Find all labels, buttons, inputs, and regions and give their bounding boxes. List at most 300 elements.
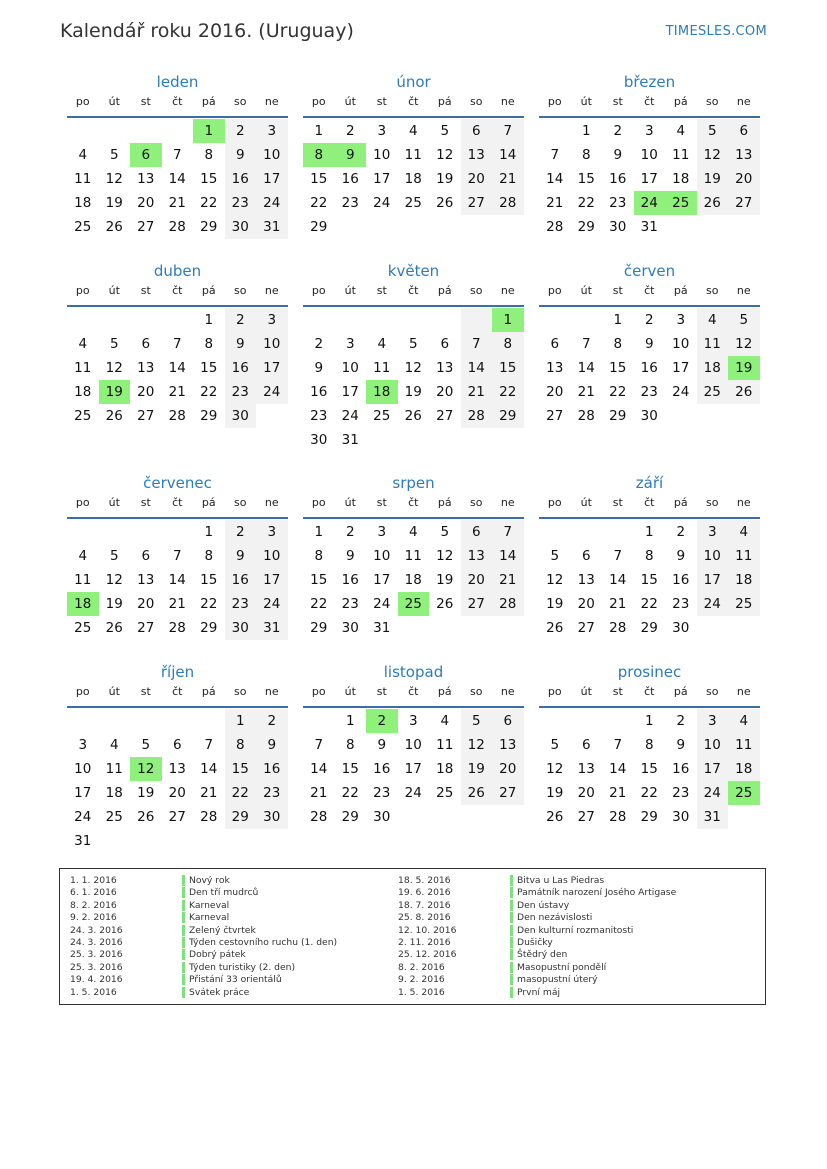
day-cell[interactable]: 10	[697, 544, 729, 568]
day-cell[interactable]: 13	[137, 360, 155, 376]
day-cell[interactable]: 26	[105, 408, 123, 424]
day-cell[interactable]: 18	[672, 171, 690, 187]
day-cell[interactable]: 7	[581, 336, 591, 352]
day-cell[interactable]: 31	[256, 215, 288, 239]
day-cell[interactable]: 7	[172, 548, 182, 564]
day-cell[interactable]: 15	[200, 171, 218, 187]
day-cell[interactable]: 10	[697, 733, 729, 757]
day-cell-holiday[interactable]: 9	[335, 143, 367, 167]
day-cell[interactable]: 20	[436, 384, 454, 400]
day-cell[interactable]: 11	[697, 332, 729, 356]
day-cell[interactable]: 10	[404, 737, 422, 753]
day-cell[interactable]: 14	[492, 143, 524, 167]
day-cell[interactable]: 23	[609, 195, 627, 211]
day-cell[interactable]: 7	[172, 147, 182, 163]
day-cell[interactable]: 25	[74, 620, 92, 636]
day-cell[interactable]: 31	[640, 219, 658, 235]
day-cell[interactable]: 30	[256, 805, 288, 829]
day-cell[interactable]: 11	[74, 572, 92, 588]
day-cell[interactable]: 3	[345, 336, 355, 352]
day-cell[interactable]: 16	[609, 171, 627, 187]
day-cell-holiday[interactable]: 2	[366, 709, 398, 733]
day-cell[interactable]: 10	[256, 143, 288, 167]
day-cell[interactable]: 25	[74, 408, 92, 424]
day-cell[interactable]: 11	[74, 171, 92, 187]
day-cell[interactable]: 20	[728, 167, 760, 191]
day-cell-holiday[interactable]: 25	[728, 781, 760, 805]
day-cell[interactable]: 29	[640, 620, 658, 636]
day-cell[interactable]: 4	[377, 336, 387, 352]
day-cell[interactable]: 4	[676, 123, 686, 139]
day-cell[interactable]: 20	[168, 785, 186, 801]
day-cell[interactable]: 1	[345, 713, 355, 729]
day-cell[interactable]: 29	[640, 809, 658, 825]
day-cell[interactable]: 20	[577, 596, 595, 612]
day-cell[interactable]: 13	[492, 733, 524, 757]
day-cell[interactable]: 26	[436, 596, 454, 612]
day-cell[interactable]: 20	[492, 757, 524, 781]
day-cell-holiday[interactable]: 8	[303, 143, 335, 167]
day-cell[interactable]: 5	[550, 548, 560, 564]
day-cell[interactable]: 6	[172, 737, 182, 753]
day-cell[interactable]: 17	[672, 360, 690, 376]
day-cell[interactable]: 17	[74, 785, 92, 801]
day-cell[interactable]: 16	[225, 167, 257, 191]
day-cell-holiday[interactable]: 12	[130, 757, 162, 781]
day-cell[interactable]: 9	[676, 737, 686, 753]
day-cell[interactable]: 4	[440, 713, 450, 729]
day-cell[interactable]: 15	[200, 572, 218, 588]
day-cell[interactable]: 6	[461, 119, 493, 143]
day-cell[interactable]: 5	[440, 524, 450, 540]
day-cell[interactable]: 17	[373, 572, 391, 588]
day-cell[interactable]: 19	[105, 195, 123, 211]
day-cell[interactable]: 4	[408, 524, 418, 540]
day-cell-holiday[interactable]: 19	[728, 356, 760, 380]
day-cell[interactable]: 3	[377, 524, 387, 540]
day-cell[interactable]: 18	[697, 356, 729, 380]
day-cell[interactable]: 20	[137, 195, 155, 211]
day-cell[interactable]: 23	[225, 380, 257, 404]
day-cell[interactable]: 12	[105, 360, 123, 376]
day-cell[interactable]: 12	[105, 572, 123, 588]
day-cell[interactable]: 31	[373, 620, 391, 636]
day-cell[interactable]: 12	[436, 147, 454, 163]
day-cell[interactable]: 3	[256, 520, 288, 544]
day-cell[interactable]: 27	[168, 809, 186, 825]
day-cell[interactable]: 13	[577, 761, 595, 777]
day-cell[interactable]: 11	[74, 360, 92, 376]
day-cell[interactable]: 13	[137, 572, 155, 588]
day-cell[interactable]: 18	[74, 195, 92, 211]
day-cell[interactable]: 29	[225, 805, 257, 829]
day-cell[interactable]: 27	[137, 408, 155, 424]
day-cell[interactable]: 11	[105, 761, 123, 777]
day-cell[interactable]: 8	[345, 737, 355, 753]
day-cell[interactable]: 14	[546, 171, 564, 187]
day-cell[interactable]: 13	[168, 761, 186, 777]
day-cell[interactable]: 19	[105, 596, 123, 612]
day-cell-holiday[interactable]: 24	[634, 191, 666, 215]
day-cell[interactable]: 5	[461, 709, 493, 733]
day-cell[interactable]: 24	[256, 191, 288, 215]
site-brand[interactable]: TIMESLES.COM	[665, 24, 767, 39]
day-cell[interactable]: 9	[256, 733, 288, 757]
day-cell[interactable]: 26	[697, 191, 729, 215]
day-cell[interactable]: 7	[204, 737, 214, 753]
day-cell[interactable]: 9	[314, 360, 324, 376]
day-cell[interactable]: 26	[436, 195, 454, 211]
day-cell[interactable]: 19	[404, 384, 422, 400]
day-cell[interactable]: 21	[609, 596, 627, 612]
day-cell[interactable]: 9	[676, 548, 686, 564]
day-cell[interactable]: 10	[256, 544, 288, 568]
day-cell[interactable]: 19	[436, 572, 454, 588]
day-cell[interactable]: 10	[373, 147, 391, 163]
day-cell-holiday[interactable]: 6	[130, 143, 162, 167]
day-cell[interactable]: 27	[492, 781, 524, 805]
day-cell[interactable]: 9	[644, 336, 654, 352]
day-cell[interactable]: 9	[613, 147, 623, 163]
day-cell[interactable]: 24	[404, 785, 422, 801]
day-cell[interactable]: 25	[105, 809, 123, 825]
day-cell[interactable]: 24	[373, 195, 391, 211]
day-cell[interactable]: 31	[74, 833, 92, 849]
day-cell[interactable]: 5	[440, 123, 450, 139]
day-cell[interactable]: 5	[408, 336, 418, 352]
day-cell[interactable]: 31	[697, 805, 729, 829]
day-cell[interactable]: 5	[550, 737, 560, 753]
day-cell[interactable]: 13	[728, 143, 760, 167]
day-cell[interactable]: 28	[577, 408, 595, 424]
day-cell[interactable]: 19	[697, 167, 729, 191]
day-cell[interactable]: 1	[204, 524, 214, 540]
day-cell[interactable]: 22	[341, 785, 359, 801]
day-cell[interactable]: 6	[461, 520, 493, 544]
day-cell[interactable]: 10	[672, 336, 690, 352]
day-cell[interactable]: 8	[204, 548, 214, 564]
day-cell[interactable]: 29	[310, 620, 328, 636]
day-cell[interactable]: 16	[373, 761, 391, 777]
day-cell[interactable]: 16	[225, 568, 257, 592]
day-cell[interactable]: 8	[204, 147, 214, 163]
day-cell[interactable]: 8	[314, 548, 324, 564]
day-cell[interactable]: 23	[256, 781, 288, 805]
day-cell[interactable]: 31	[341, 432, 359, 448]
day-cell[interactable]: 1	[314, 123, 324, 139]
day-cell[interactable]: 2	[676, 524, 686, 540]
day-cell[interactable]: 29	[341, 809, 359, 825]
day-cell[interactable]: 28	[200, 809, 218, 825]
day-cell[interactable]: 20	[546, 384, 564, 400]
day-cell[interactable]: 23	[341, 195, 359, 211]
day-cell[interactable]: 1	[581, 123, 591, 139]
day-cell[interactable]: 2	[676, 713, 686, 729]
day-cell[interactable]: 21	[168, 596, 186, 612]
day-cell[interactable]: 27	[461, 191, 493, 215]
day-cell[interactable]: 25	[697, 380, 729, 404]
day-cell[interactable]: 30	[225, 404, 257, 428]
day-cell[interactable]: 5	[697, 119, 729, 143]
day-cell[interactable]: 31	[256, 616, 288, 640]
day-cell[interactable]: 1	[644, 713, 654, 729]
day-cell[interactable]: 10	[256, 332, 288, 356]
day-cell[interactable]: 11	[672, 147, 690, 163]
day-cell[interactable]: 26	[546, 620, 564, 636]
day-cell[interactable]: 27	[546, 408, 564, 424]
day-cell[interactable]: 5	[109, 147, 119, 163]
day-cell[interactable]: 7	[314, 737, 324, 753]
day-cell[interactable]: 30	[672, 809, 690, 825]
day-cell[interactable]: 9	[225, 544, 257, 568]
day-cell[interactable]: 9	[377, 737, 387, 753]
day-cell[interactable]: 2	[345, 524, 355, 540]
day-cell[interactable]: 16	[672, 761, 690, 777]
day-cell[interactable]: 30	[373, 809, 391, 825]
day-cell[interactable]: 14	[492, 544, 524, 568]
day-cell[interactable]: 11	[728, 733, 760, 757]
day-cell[interactable]: 17	[697, 568, 729, 592]
day-cell[interactable]: 3	[644, 123, 654, 139]
day-cell[interactable]: 6	[581, 737, 591, 753]
day-cell[interactable]: 13	[436, 360, 454, 376]
day-cell[interactable]: 20	[137, 384, 155, 400]
day-cell-holiday[interactable]: 18	[366, 380, 398, 404]
day-cell[interactable]: 23	[341, 596, 359, 612]
day-cell[interactable]: 26	[105, 219, 123, 235]
day-cell[interactable]: 16	[341, 572, 359, 588]
day-cell[interactable]: 30	[609, 219, 627, 235]
day-cell[interactable]: 16	[640, 360, 658, 376]
day-cell[interactable]: 2	[613, 123, 623, 139]
day-cell[interactable]: 23	[672, 785, 690, 801]
day-cell[interactable]: 19	[137, 785, 155, 801]
day-cell[interactable]: 8	[581, 147, 591, 163]
day-cell[interactable]: 7	[461, 332, 493, 356]
day-cell[interactable]: 15	[492, 356, 524, 380]
day-cell[interactable]: 16	[672, 572, 690, 588]
day-cell[interactable]: 7	[613, 548, 623, 564]
day-cell[interactable]: 14	[168, 171, 186, 187]
day-cell[interactable]: 15	[200, 360, 218, 376]
day-cell[interactable]: 30	[225, 616, 257, 640]
day-cell[interactable]: 21	[609, 785, 627, 801]
day-cell[interactable]: 16	[341, 171, 359, 187]
day-cell[interactable]: 28	[310, 809, 328, 825]
day-cell[interactable]: 5	[109, 548, 119, 564]
day-cell[interactable]: 17	[697, 757, 729, 781]
day-cell[interactable]: 28	[168, 620, 186, 636]
day-cell[interactable]: 29	[200, 219, 218, 235]
day-cell[interactable]: 3	[408, 713, 418, 729]
day-cell-holiday[interactable]: 18	[67, 592, 99, 616]
day-cell[interactable]: 13	[137, 171, 155, 187]
day-cell[interactable]: 15	[310, 171, 328, 187]
day-cell[interactable]: 22	[492, 380, 524, 404]
day-cell[interactable]: 30	[640, 408, 658, 424]
day-cell[interactable]: 27	[461, 592, 493, 616]
day-cell[interactable]: 11	[436, 737, 454, 753]
day-cell[interactable]: 15	[341, 761, 359, 777]
day-cell[interactable]: 10	[74, 761, 92, 777]
day-cell[interactable]: 15	[225, 757, 257, 781]
day-cell[interactable]: 17	[373, 171, 391, 187]
day-cell-holiday[interactable]: 25	[398, 592, 430, 616]
day-cell[interactable]: 24	[373, 596, 391, 612]
day-cell[interactable]: 14	[461, 356, 493, 380]
day-cell[interactable]: 3	[256, 308, 288, 332]
day-cell[interactable]: 5	[728, 308, 760, 332]
day-cell[interactable]: 21	[310, 785, 328, 801]
day-cell[interactable]: 25	[373, 408, 391, 424]
day-cell[interactable]: 3	[377, 123, 387, 139]
day-cell-holiday[interactable]: 1	[193, 119, 225, 143]
day-cell[interactable]: 8	[644, 737, 654, 753]
day-cell[interactable]: 20	[461, 167, 493, 191]
day-cell[interactable]: 28	[609, 809, 627, 825]
day-cell[interactable]: 23	[225, 191, 257, 215]
day-cell[interactable]: 17	[256, 167, 288, 191]
day-cell[interactable]: 26	[546, 809, 564, 825]
day-cell[interactable]: 15	[310, 572, 328, 588]
day-cell[interactable]: 22	[225, 781, 257, 805]
day-cell[interactable]: 1	[314, 524, 324, 540]
day-cell[interactable]: 10	[373, 548, 391, 564]
day-cell[interactable]: 25	[404, 195, 422, 211]
day-cell[interactable]: 11	[373, 360, 391, 376]
day-cell[interactable]: 21	[200, 785, 218, 801]
day-cell[interactable]: 27	[577, 620, 595, 636]
day-cell[interactable]: 3	[78, 737, 88, 753]
day-cell[interactable]: 9	[345, 548, 355, 564]
day-cell[interactable]: 8	[492, 332, 524, 356]
day-cell[interactable]: 14	[168, 360, 186, 376]
day-cell[interactable]: 1	[225, 709, 257, 733]
day-cell[interactable]: 28	[492, 592, 524, 616]
day-cell[interactable]: 6	[581, 548, 591, 564]
day-cell[interactable]: 4	[408, 123, 418, 139]
day-cell[interactable]: 30	[310, 432, 328, 448]
day-cell[interactable]: 3	[256, 119, 288, 143]
day-cell[interactable]: 20	[577, 785, 595, 801]
day-cell[interactable]: 14	[168, 572, 186, 588]
day-cell[interactable]: 19	[546, 596, 564, 612]
day-cell[interactable]: 21	[546, 195, 564, 211]
day-cell[interactable]: 18	[404, 171, 422, 187]
day-cell[interactable]: 19	[546, 785, 564, 801]
day-cell[interactable]: 25	[74, 219, 92, 235]
day-cell[interactable]: 4	[728, 520, 760, 544]
day-cell[interactable]: 11	[404, 147, 422, 163]
day-cell[interactable]: 12	[461, 733, 493, 757]
day-cell[interactable]: 4	[728, 709, 760, 733]
day-cell[interactable]: 2	[225, 119, 257, 143]
day-cell[interactable]: 25	[436, 785, 454, 801]
day-cell[interactable]: 20	[137, 596, 155, 612]
day-cell[interactable]: 6	[141, 336, 151, 352]
day-cell[interactable]: 5	[141, 737, 151, 753]
day-cell[interactable]: 17	[404, 761, 422, 777]
day-cell[interactable]: 24	[697, 781, 729, 805]
day-cell[interactable]: 27	[728, 191, 760, 215]
day-cell[interactable]: 26	[105, 620, 123, 636]
day-cell[interactable]: 2	[345, 123, 355, 139]
day-cell[interactable]: 10	[640, 147, 658, 163]
day-cell[interactable]: 8	[644, 548, 654, 564]
day-cell[interactable]: 22	[310, 596, 328, 612]
day-cell[interactable]: 14	[310, 761, 328, 777]
day-cell-holiday[interactable]: 1	[492, 308, 524, 332]
day-cell[interactable]: 15	[609, 360, 627, 376]
day-cell[interactable]: 27	[137, 219, 155, 235]
day-cell[interactable]: 17	[341, 384, 359, 400]
day-cell[interactable]: 6	[440, 336, 450, 352]
day-cell[interactable]: 16	[256, 757, 288, 781]
day-cell[interactable]: 26	[137, 809, 155, 825]
day-cell[interactable]: 8	[225, 733, 257, 757]
day-cell[interactable]: 18	[404, 572, 422, 588]
day-cell[interactable]: 22	[200, 596, 218, 612]
day-cell[interactable]: 23	[225, 592, 257, 616]
day-cell[interactable]: 2	[225, 308, 257, 332]
day-cell[interactable]: 19	[436, 171, 454, 187]
day-cell[interactable]: 13	[461, 544, 493, 568]
day-cell[interactable]: 4	[109, 737, 119, 753]
day-cell[interactable]: 22	[640, 596, 658, 612]
day-cell[interactable]: 23	[640, 384, 658, 400]
day-cell[interactable]: 24	[256, 380, 288, 404]
day-cell[interactable]: 24	[256, 592, 288, 616]
day-cell[interactable]: 3	[697, 520, 729, 544]
day-cell[interactable]: 24	[672, 384, 690, 400]
day-cell[interactable]: 28	[168, 408, 186, 424]
day-cell[interactable]: 23	[310, 408, 328, 424]
day-cell[interactable]: 4	[78, 147, 88, 163]
day-cell[interactable]: 8	[613, 336, 623, 352]
day-cell[interactable]: 29	[200, 620, 218, 636]
day-cell[interactable]: 15	[640, 761, 658, 777]
day-cell[interactable]: 28	[461, 404, 493, 428]
day-cell[interactable]: 30	[225, 215, 257, 239]
day-cell[interactable]: 7	[613, 737, 623, 753]
day-cell[interactable]: 4	[78, 336, 88, 352]
day-cell[interactable]: 21	[492, 568, 524, 592]
day-cell[interactable]: 26	[404, 408, 422, 424]
day-cell[interactable]: 14	[200, 761, 218, 777]
day-cell[interactable]: 13	[546, 360, 564, 376]
day-cell[interactable]: 25	[728, 592, 760, 616]
day-cell[interactable]: 3	[697, 709, 729, 733]
day-cell[interactable]: 1	[644, 524, 654, 540]
day-cell[interactable]: 26	[461, 781, 493, 805]
day-cell-holiday[interactable]: 19	[99, 380, 131, 404]
day-cell[interactable]: 19	[461, 757, 493, 781]
day-cell[interactable]: 18	[436, 761, 454, 777]
day-cell[interactable]: 29	[492, 404, 524, 428]
day-cell[interactable]: 6	[492, 709, 524, 733]
day-cell[interactable]: 27	[137, 620, 155, 636]
day-cell[interactable]: 21	[461, 380, 493, 404]
day-cell[interactable]: 15	[640, 572, 658, 588]
day-cell[interactable]: 1	[613, 312, 623, 328]
day-cell-holiday[interactable]: 25	[665, 191, 697, 215]
day-cell[interactable]: 12	[404, 360, 422, 376]
day-cell[interactable]: 21	[577, 384, 595, 400]
day-cell[interactable]: 7	[492, 520, 524, 544]
day-cell[interactable]: 2	[644, 312, 654, 328]
day-cell[interactable]: 23	[672, 596, 690, 612]
day-cell[interactable]: 2	[256, 709, 288, 733]
